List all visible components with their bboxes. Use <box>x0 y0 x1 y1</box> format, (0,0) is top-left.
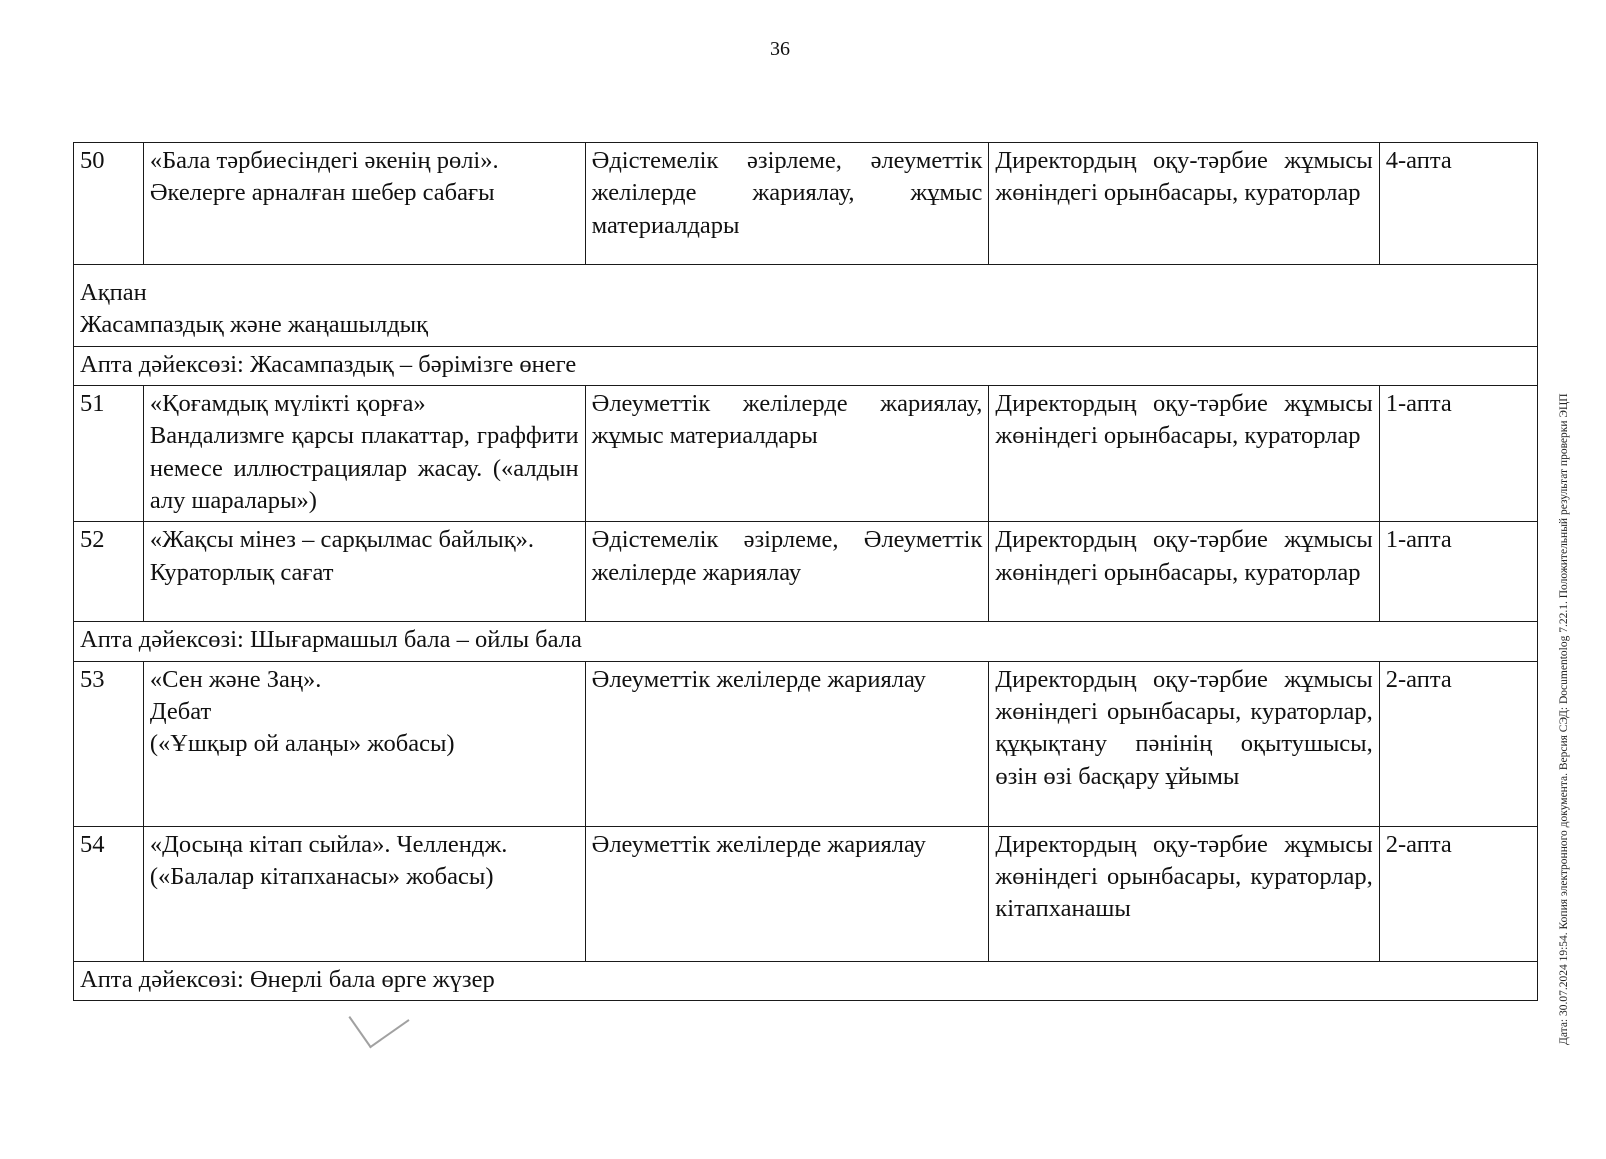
row-number: 51 <box>74 385 144 521</box>
week-quote: Апта дәйексөзі: Шығармашыл бала – ойлы бала <box>74 622 1538 661</box>
week-cell: 1-апта <box>1379 385 1537 521</box>
month-header-row <box>74 265 1538 347</box>
event-cell <box>143 385 585 521</box>
row-number: 52 <box>74 522 144 622</box>
row-number: 53 <box>74 661 144 826</box>
event-cell <box>143 826 585 961</box>
week-quote-row <box>74 346 1538 385</box>
form-cell: Әлеуметтік желілерде жариялау <box>585 826 989 961</box>
month-header-cell <box>74 265 1538 347</box>
page-number: 36 <box>770 38 790 60</box>
table-row <box>74 826 1538 961</box>
event-title: «Бала тәрбиесіндегі әкенің рөлі». <box>149 147 499 174</box>
row-number: 54 <box>74 826 144 961</box>
event-title: «Қоғамдық мүлікті қорға» <box>149 389 426 417</box>
responsible-cell: Директордың оқу-тәрбие жұмысы жөніндегі орынбасары, кураторлар <box>989 522 1379 622</box>
week-cell: 2-апта <box>1379 661 1537 826</box>
form-cell: Әдістемелік әзірлеме, Әлеуметтік желілерде жариялау <box>585 522 989 622</box>
event-description: Вандализмге қарсы плакаттар, граффити немесе иллюстрациялар жасау. («алдын алу шаралары») <box>149 422 579 514</box>
week-cell: 2-апта <box>1379 826 1537 961</box>
table-row <box>74 385 1538 521</box>
edms-side-note: Дата: 30.07.2024 19:54. Копия электронного документа. Версия СЭД: Documentolog 7.22.1. Положительный результат проверки ЭЦП <box>1558 393 1570 1045</box>
responsible-cell: Директордың оқу-тәрбие жұмысы жөніндегі орынбасары, кураторлар, кітапханашы <box>989 826 1379 961</box>
plan-table <box>73 142 1538 1001</box>
form-cell: Әлеуметтік желілерде жариялау <box>585 661 989 826</box>
event-title: «Сен және Заң». <box>149 665 322 693</box>
month-theme: Жасампаздық және жаңашылдық <box>80 311 429 339</box>
event-project: («Балалар кітапханасы» жобасы) <box>149 862 494 890</box>
responsible-cell: Директордың оқу-тәрбие жұмысы жөніндегі орынбасары, кураторлар, құқықтану пәнінің оқытушысы, өзін өзі басқару ұйымы <box>989 661 1379 826</box>
event-format: Дебат <box>149 697 212 725</box>
form-cell: Әлеуметтік желілерде жариялау, жұмыс материалдары <box>585 385 989 521</box>
week-quote-row <box>74 961 1538 1000</box>
week-quote: Апта дәйексөзі: Жасампаздық – бәрімізге өнеге <box>74 346 1538 385</box>
table-row <box>74 522 1538 622</box>
event-cell <box>143 143 585 265</box>
table-row <box>74 661 1538 826</box>
event-cell <box>143 522 585 622</box>
responsible-cell: Директордың оқу-тәрбие жұмысы жөніндегі орынбасары, кураторлар <box>989 143 1379 265</box>
month-name: Ақпан <box>80 279 147 306</box>
week-quote-row <box>74 622 1538 661</box>
event-description: Әкелерге арналған шебер сабағы <box>149 179 495 207</box>
event-title: «Жақсы мінез – сарқылмас байлық». <box>149 526 534 554</box>
week-quote: Апта дәйексөзі: Өнерлі бала өрге жүзер <box>74 961 1538 1000</box>
row-number: 50 <box>74 143 144 265</box>
week-cell: 4-апта <box>1379 143 1537 265</box>
event-project: («Ұшқыр ой алаңы» жобасы) <box>149 730 455 758</box>
event-description: Кураторлық сағат <box>149 558 334 586</box>
table-row <box>74 143 1538 265</box>
week-cell: 1-апта <box>1379 522 1537 622</box>
event-cell <box>143 661 585 826</box>
event-title: «Досыңа кітап сыйла». Челлендж. <box>149 830 508 858</box>
responsible-cell: Директордың оқу-тәрбие жұмысы жөніндегі орынбасары, кураторлар <box>989 385 1379 521</box>
form-cell: Әдістемелік әзірлеме, әлеуметтік желілерде жариялау, жұмыс материалдары <box>585 143 989 265</box>
